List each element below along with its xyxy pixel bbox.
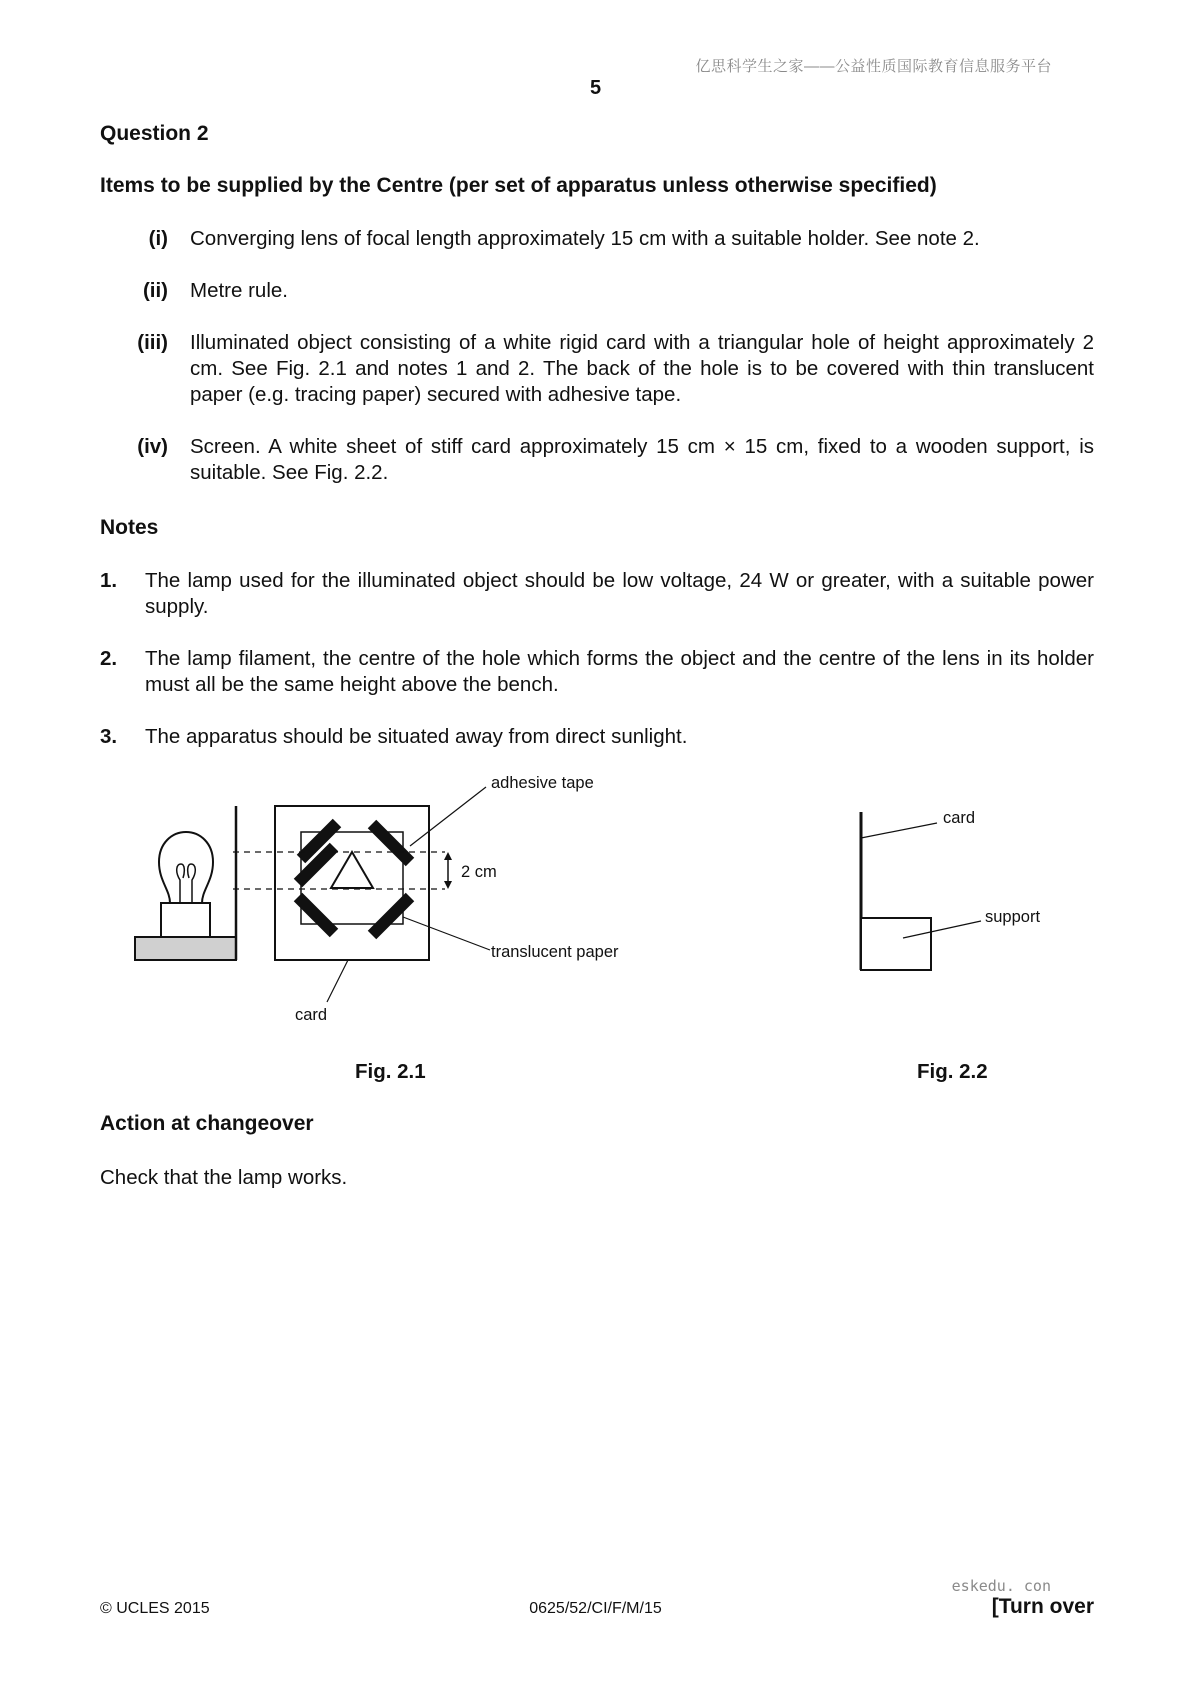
item-text: Screen. A white sheet of stiff card approximately 15 cm × 15 cm, fixed to a wooden support, is suitable. See Fig. 2.2. — [190, 435, 1094, 484]
note-text: The apparatus should be situated away from direct sunlight. — [145, 725, 688, 748]
items-heading: Items to be supplied by the Centre (per set of apparatus unless otherwise specified) — [100, 174, 937, 197]
label-translucent-paper: translucent paper — [491, 943, 619, 961]
lamp-bulb-icon — [159, 832, 213, 903]
label-card: card — [943, 809, 976, 827]
footer-code: 0625/52/CI/F/M/15 — [529, 1600, 662, 1617]
label-2cm: 2 cm — [461, 863, 497, 881]
header-watermark: 亿思科学生之家——公益性质国际教育信息服务平台 — [695, 58, 1052, 75]
note-text: The lamp used for the illuminated object should be low voltage, 24 W or greater, with a suitable power supply. — [145, 569, 1094, 618]
turn-over: [Turn over — [991, 1595, 1094, 1618]
note-text: The lamp filament, the centre of the hole which forms the object and the centre of the lens in its holder must all be the same height above the bench. — [145, 647, 1094, 696]
note-label: 2. — [100, 647, 118, 670]
lamp-holder — [161, 903, 210, 937]
label-adhesive-tape: adhesive tape — [491, 774, 594, 792]
footer-watermark: eskedu. con — [951, 1577, 1051, 1595]
action-text: Check that the lamp works. — [100, 1166, 348, 1189]
fig-2-2-caption: Fig. 2.2 — [917, 1060, 988, 1083]
action-heading: Action at changeover — [100, 1112, 314, 1135]
item-label: (i) — [148, 227, 168, 250]
figure-2-2 — [820, 790, 1080, 990]
page-number: 5 — [589, 77, 602, 99]
item-label: (iii) — [137, 331, 168, 354]
screen-support — [861, 918, 931, 970]
item-label: (iv) — [137, 435, 168, 458]
question-title: Question 2 — [100, 122, 209, 145]
figure-2-1 — [0, 760, 720, 1030]
item-text: Converging lens of focal length approximately 15 cm with a suitable holder. See note 2. — [190, 227, 980, 250]
item-label: (ii) — [142, 279, 168, 302]
fig-2-1-caption: Fig. 2.1 — [355, 1060, 426, 1083]
note-label: 1. — [100, 569, 118, 592]
item-text: Metre rule. — [190, 279, 288, 302]
notes-heading: Notes — [100, 516, 159, 539]
label-card: card — [295, 1006, 328, 1024]
item-text: Illuminated object consisting of a white rigid card with a triangular hole of height approximately 2 cm. See Fig. 2.1 and notes 1 and 2. The back of the hole is to be covered with thin translucent paper (e.g. tracing paper) secured with adhesive tape. — [190, 331, 1094, 406]
footer-copyright: © UCLES 2015 — [100, 1600, 210, 1617]
leader-card — [327, 960, 348, 1002]
label-support: support — [985, 908, 1041, 926]
note-label: 3. — [100, 725, 118, 748]
lamp-base — [135, 937, 236, 960]
leader-card — [861, 823, 937, 838]
